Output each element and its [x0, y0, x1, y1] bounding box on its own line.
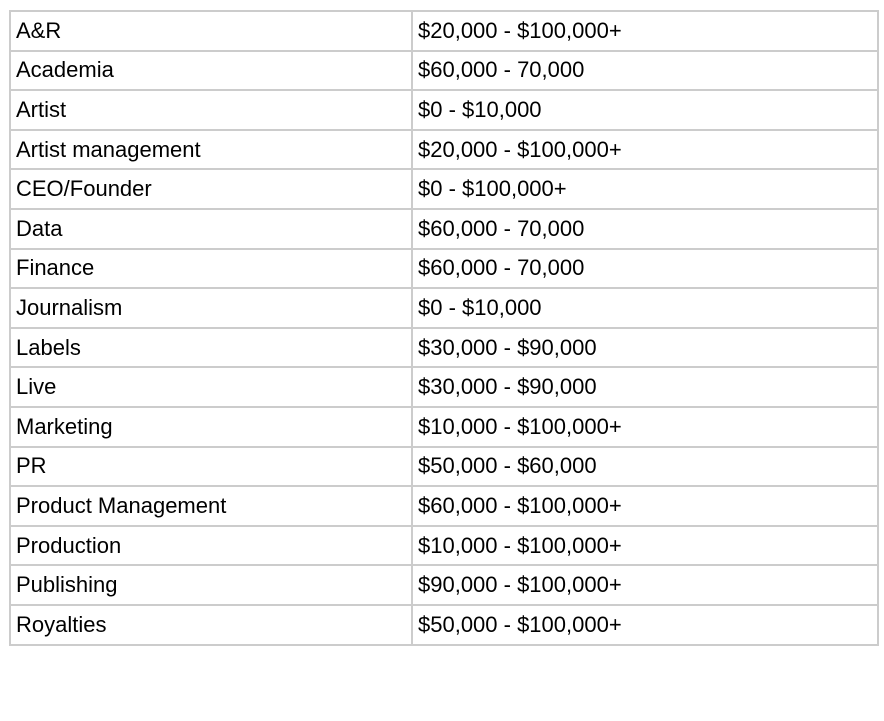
table-row [10, 209, 878, 249]
salary-cell: $30,000 - $90,000 [412, 328, 878, 368]
table-row [10, 51, 878, 91]
salary-cell: $30,000 - $90,000 [412, 367, 878, 407]
role-cell: Live [10, 367, 412, 407]
salary-cell: $0 - $10,000 [412, 90, 878, 130]
table-row [10, 605, 878, 645]
table-row [10, 288, 878, 328]
role-cell: Publishing [10, 565, 412, 605]
role-cell: CEO/Founder [10, 169, 412, 209]
role-cell: Finance [10, 249, 412, 289]
table-row [10, 169, 878, 209]
role-cell: Royalties [10, 605, 412, 645]
salary-cell: $10,000 - $100,000+ [412, 407, 878, 447]
salary-cell: $50,000 - $60,000 [412, 447, 878, 487]
role-cell: A&R [10, 11, 412, 51]
salary-cell: $10,000 - $100,000+ [412, 526, 878, 566]
salary-cell: $60,000 - 70,000 [412, 249, 878, 289]
role-cell: Artist management [10, 130, 412, 170]
role-cell: Artist [10, 90, 412, 130]
role-cell: Production [10, 526, 412, 566]
role-cell: Product Management [10, 486, 412, 526]
salary-cell: $60,000 - $100,000+ [412, 486, 878, 526]
role-cell: Journalism [10, 288, 412, 328]
table-row [10, 447, 878, 487]
role-cell: Labels [10, 328, 412, 368]
table-row [10, 130, 878, 170]
table-row [10, 526, 878, 566]
salary-table [9, 10, 879, 646]
table-row [10, 565, 878, 605]
role-cell: Marketing [10, 407, 412, 447]
salary-cell: $0 - $10,000 [412, 288, 878, 328]
table-row [10, 328, 878, 368]
salary-cell: $50,000 - $100,000+ [412, 605, 878, 645]
salary-cell: $60,000 - 70,000 [412, 209, 878, 249]
salary-cell: $20,000 - $100,000+ [412, 130, 878, 170]
table-row [10, 11, 878, 51]
table-row [10, 486, 878, 526]
table-row [10, 367, 878, 407]
role-cell: Academia [10, 51, 412, 91]
table-row [10, 249, 878, 289]
salary-cell: $90,000 - $100,000+ [412, 565, 878, 605]
table-row [10, 90, 878, 130]
role-cell: PR [10, 447, 412, 487]
role-cell: Data [10, 209, 412, 249]
table-row [10, 407, 878, 447]
salary-cell: $60,000 - 70,000 [412, 51, 878, 91]
salary-cell: $20,000 - $100,000+ [412, 11, 878, 51]
salary-table-body [10, 11, 878, 645]
salary-cell: $0 - $100,000+ [412, 169, 878, 209]
